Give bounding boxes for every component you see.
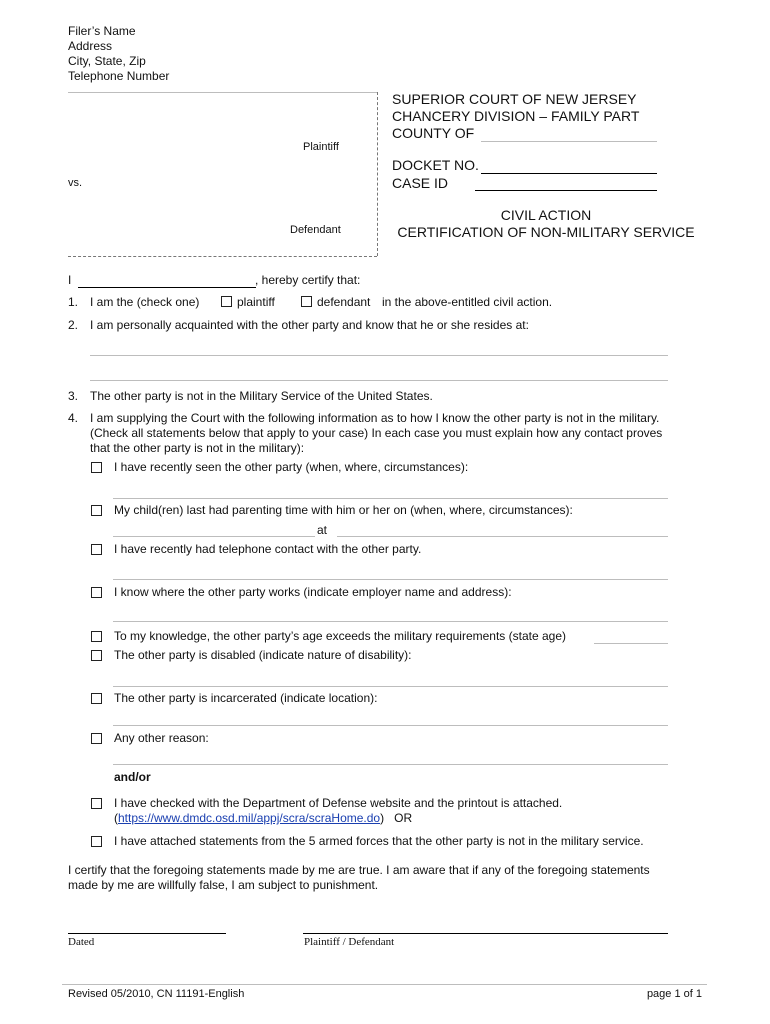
age-label: To my knowledge, the other party’s age exceeds the military requirements (state age)	[114, 629, 567, 643]
court-division: CHANCERY DIVISION – FAMILY PART	[392, 108, 640, 124]
signature-label: Plaintiff / Defendant	[304, 936, 395, 948]
dod-or-label: OR	[394, 811, 413, 825]
docket-no-field[interactable]	[481, 173, 657, 174]
defendant-option-label: defendant	[317, 295, 371, 309]
plaintiff-label: Plaintiff	[303, 141, 339, 153]
telephone-contact-checkbox[interactable]	[91, 544, 102, 555]
plaintiff-checkbox[interactable]	[221, 296, 232, 307]
i-label: I	[68, 273, 72, 287]
parenting-time-date-field[interactable]	[113, 536, 315, 537]
other-reason-checkbox[interactable]	[91, 733, 102, 744]
at-label: at	[317, 523, 328, 537]
incarcerated-label: The other party is incarcerated (indicate location):	[114, 691, 378, 705]
dated-field[interactable]	[68, 933, 226, 934]
county-of-field[interactable]	[481, 141, 657, 142]
parenting-time-checkbox[interactable]	[91, 505, 102, 516]
age-checkbox[interactable]	[91, 631, 102, 642]
employer-field[interactable]	[113, 621, 668, 622]
employer-label: I know where the other party works (indicate employer name and address):	[114, 585, 512, 599]
docket-no-label: DOCKET NO.	[392, 157, 479, 173]
andor-label: and/or	[114, 770, 151, 784]
case-id-field[interactable]	[475, 190, 657, 191]
parenting-time-place-field[interactable]	[337, 536, 668, 537]
revision-label: Revised 05/2010, CN 11191-English	[68, 988, 245, 1000]
filer-name: Filer’s Name	[68, 24, 136, 38]
item-2-text: I am personally acquainted with the other party and know that he or she resides at:	[90, 318, 529, 332]
item-3-number: 3.	[68, 389, 79, 403]
other-reason-label: Any other reason:	[114, 731, 209, 745]
dod-url-line: (https://www.dmdc.osd.mil/appj/scra/scraHome.do) OR	[114, 811, 413, 825]
plaintiff-option-label: plaintiff	[237, 295, 275, 309]
residence-address-field-2[interactable]	[90, 380, 668, 381]
defendant-checkbox[interactable]	[301, 296, 312, 307]
telephone-contact-label: I have recently had telephone contact with the other party.	[114, 542, 422, 556]
item-1-number: 1.	[68, 295, 79, 309]
incarcerated-field[interactable]	[113, 725, 668, 726]
employer-checkbox[interactable]	[91, 587, 102, 598]
parenting-time-label: My child(ren) last had parenting time with him or her on (when, where, circumstances):	[114, 503, 573, 517]
signature-field[interactable]	[303, 933, 668, 934]
incarcerated-checkbox[interactable]	[91, 693, 102, 704]
item-4-line-3: that the other party is not in the military):	[90, 441, 305, 455]
item-4-line-2: (Check all statements below that apply to your case) In each case you must explain how any contact proves	[90, 426, 663, 440]
dated-label: Dated	[68, 936, 95, 948]
filer-city-state-zip: City, State, Zip	[68, 54, 146, 68]
armed-forces-statements-checkbox[interactable]	[91, 836, 102, 847]
item-4-number: 4.	[68, 411, 79, 425]
item-1-text: I am the (check one)	[90, 295, 200, 309]
certify-statement-line-1: I certify that the foregoing statements made by me are true. I am aware that if any of the foregoing statements	[68, 863, 650, 877]
telephone-contact-field[interactable]	[113, 579, 668, 580]
dod-website-link[interactable]: https://www.dmdc.osd.mil/appj/scra/scraHome.do	[118, 811, 381, 825]
footer-rule	[62, 984, 707, 985]
vs-label: vs.	[68, 177, 83, 189]
caption-top-rule	[68, 92, 377, 93]
armed-forces-statements-label: I have attached statements from the 5 armed forces that the other party is not in the military service.	[114, 834, 644, 848]
residence-address-field-1[interactable]	[90, 355, 668, 356]
certify-statement-line-2: made by me are willfully false, I am subject to punishment.	[68, 878, 379, 892]
filer-telephone: Telephone Number	[68, 69, 170, 83]
age-field[interactable]	[594, 643, 668, 644]
caption-bottom-rule	[68, 256, 377, 257]
disabled-label: The other party is disabled (indicate nature of disability):	[114, 648, 412, 662]
hereby-certify-text: , hereby certify that:	[255, 273, 361, 287]
seen-other-party-checkbox[interactable]	[91, 462, 102, 473]
page-number: page 1 of 1	[646, 988, 702, 1000]
item-4-line-1: I am supplying the Court with the following information as to how I know the other party is not in the military.	[90, 411, 660, 425]
disabled-field[interactable]	[113, 686, 668, 687]
filer-address: Address	[68, 39, 113, 53]
item-2-number: 2.	[68, 318, 79, 332]
seen-other-party-field[interactable]	[113, 498, 668, 499]
item-3-text: The other party is not in the Military Service of the United States.	[90, 389, 433, 403]
disabled-checkbox[interactable]	[91, 650, 102, 661]
civil-action-heading: CIVIL ACTION	[500, 207, 592, 223]
item-1-tail: in the above-entitled civil action.	[382, 295, 553, 309]
court-name: SUPERIOR COURT OF NEW JERSEY	[392, 91, 637, 107]
seen-other-party-label: I have recently seen the other party (when, where, circumstances):	[114, 460, 469, 474]
defendant-label: Defendant	[290, 224, 341, 236]
dod-website-label: I have checked with the Department of Defense website and the printout is attached.	[114, 796, 563, 810]
dod-website-checkbox[interactable]	[91, 798, 102, 809]
other-reason-field[interactable]	[113, 764, 668, 765]
form-title: CERTIFICATION OF NON-MILITARY SERVICE	[397, 224, 695, 240]
certifier-name-field[interactable]	[78, 287, 256, 288]
county-of-label: COUNTY OF	[392, 125, 475, 141]
case-id-label: CASE ID	[392, 175, 449, 191]
